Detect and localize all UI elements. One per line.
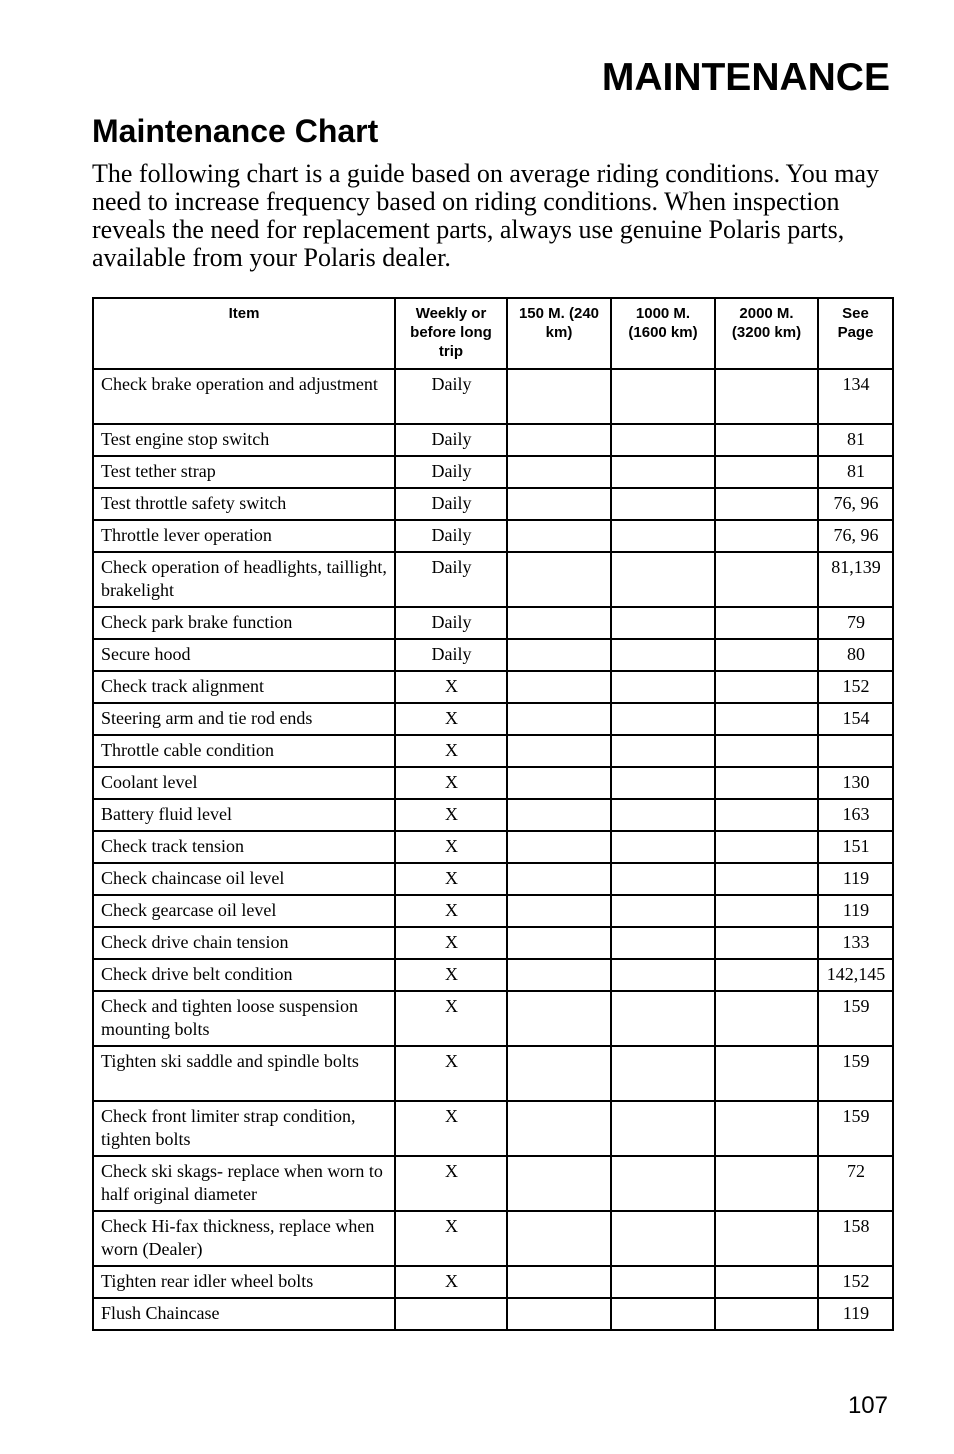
cell-see-page: 76, 96 <box>818 520 893 552</box>
cell-item: Test engine stop switch <box>93 424 395 456</box>
cell-item: Check and tighten loose suspension mounting bolts <box>93 991 395 1046</box>
cell-weekly: Daily <box>395 456 507 488</box>
cell-weekly: X <box>395 1046 507 1101</box>
cell-1000-miles <box>611 831 715 863</box>
cell-2000-miles <box>715 1101 818 1156</box>
cell-1000-miles <box>611 639 715 671</box>
cell-see-page: 159 <box>818 1101 893 1156</box>
table-row <box>93 1211 893 1266</box>
cell-2000-miles <box>715 1266 818 1298</box>
cell-weekly: X <box>395 927 507 959</box>
cell-1000-miles <box>611 607 715 639</box>
cell-2000-miles <box>715 520 818 552</box>
cell-1000-miles <box>611 1266 715 1298</box>
cell-see-page: 159 <box>818 1046 893 1101</box>
cell-150-miles <box>507 863 611 895</box>
cell-item: Test throttle safety switch <box>93 488 395 520</box>
table-row <box>93 552 893 607</box>
cell-2000-miles <box>715 831 818 863</box>
cell-150-miles <box>507 424 611 456</box>
cell-item: Check Hi-fax thickness, replace when worn (Dealer) <box>93 1211 395 1266</box>
cell-weekly: X <box>395 863 507 895</box>
cell-item: Check gearcase oil level <box>93 895 395 927</box>
table-row <box>93 767 893 799</box>
cell-item: Check brake operation and adjustment <box>93 369 395 424</box>
table-header-row <box>93 298 893 369</box>
cell-weekly: X <box>395 1266 507 1298</box>
cell-see-page: 81,139 <box>818 552 893 607</box>
cell-150-miles <box>507 520 611 552</box>
cell-1000-miles <box>611 1156 715 1211</box>
cell-1000-miles <box>611 1046 715 1101</box>
cell-2000-miles <box>715 369 818 424</box>
table-row <box>93 1156 893 1211</box>
cell-1000-miles <box>611 369 715 424</box>
cell-item: Check drive belt condition <box>93 959 395 991</box>
table-row <box>93 959 893 991</box>
cell-2000-miles <box>715 927 818 959</box>
cell-see-page: 158 <box>818 1211 893 1266</box>
cell-150-miles <box>507 1156 611 1211</box>
cell-item: Check ski skags- replace when worn to half original diameter <box>93 1156 395 1211</box>
cell-see-page: 151 <box>818 831 893 863</box>
cell-1000-miles <box>611 799 715 831</box>
cell-weekly: X <box>395 895 507 927</box>
cell-see-page: 81 <box>818 456 893 488</box>
cell-150-miles <box>507 799 611 831</box>
cell-2000-miles <box>715 895 818 927</box>
cell-see-page: 76, 96 <box>818 488 893 520</box>
cell-150-miles <box>507 735 611 767</box>
cell-2000-miles <box>715 488 818 520</box>
cell-150-miles <box>507 1046 611 1101</box>
column-header-weekly: Weekly or before long trip <box>395 298 507 369</box>
cell-item: Coolant level <box>93 767 395 799</box>
table-row <box>93 991 893 1046</box>
cell-2000-miles <box>715 552 818 607</box>
cell-see-page: 152 <box>818 671 893 703</box>
table-row <box>93 671 893 703</box>
table-body <box>93 369 893 1330</box>
cell-2000-miles <box>715 767 818 799</box>
cell-weekly: X <box>395 671 507 703</box>
cell-150-miles <box>507 456 611 488</box>
cell-item: Check front limiter strap condition, tighten bolts <box>93 1101 395 1156</box>
cell-item: Check chaincase oil level <box>93 863 395 895</box>
table-row <box>93 895 893 927</box>
cell-item: Check drive chain tension <box>93 927 395 959</box>
table-row <box>93 799 893 831</box>
table-row <box>93 1298 893 1330</box>
intro-paragraph: The following chart is a guide based on average riding conditions. You may need to increase frequency based on riding conditions. When inspection reveals the need for replacement parts, always use genuine Polaris parts, available from your Polaris dealer. <box>92 159 880 272</box>
cell-weekly <box>395 1298 507 1330</box>
cell-item: Test tether strap <box>93 456 395 488</box>
cell-weekly: Daily <box>395 639 507 671</box>
cell-1000-miles <box>611 520 715 552</box>
column-header-see-page: See Page <box>818 298 893 369</box>
cell-2000-miles <box>715 639 818 671</box>
cell-150-miles <box>507 639 611 671</box>
cell-150-miles <box>507 991 611 1046</box>
cell-2000-miles <box>715 799 818 831</box>
table-row <box>93 520 893 552</box>
table-row <box>93 488 893 520</box>
cell-see-page: 159 <box>818 991 893 1046</box>
cell-1000-miles <box>611 424 715 456</box>
cell-weekly: X <box>395 991 507 1046</box>
cell-weekly: X <box>395 799 507 831</box>
cell-weekly: X <box>395 735 507 767</box>
table-row <box>93 735 893 767</box>
cell-weekly: Daily <box>395 520 507 552</box>
section-title: Maintenance Chart <box>92 113 379 149</box>
cell-item: Throttle cable condition <box>93 735 395 767</box>
cell-1000-miles <box>611 927 715 959</box>
cell-see-page: 81 <box>818 424 893 456</box>
cell-2000-miles <box>715 863 818 895</box>
cell-2000-miles <box>715 703 818 735</box>
cell-see-page: 152 <box>818 1266 893 1298</box>
cell-150-miles <box>507 767 611 799</box>
cell-150-miles <box>507 552 611 607</box>
cell-see-page: 119 <box>818 895 893 927</box>
cell-1000-miles <box>611 671 715 703</box>
table-row <box>93 927 893 959</box>
cell-1000-miles <box>611 991 715 1046</box>
cell-item: Steering arm and tie rod ends <box>93 703 395 735</box>
cell-1000-miles <box>611 703 715 735</box>
cell-1000-miles <box>611 895 715 927</box>
cell-2000-miles <box>715 959 818 991</box>
cell-1000-miles <box>611 1101 715 1156</box>
cell-item: Secure hood <box>93 639 395 671</box>
column-header-150-miles: 150 M. (240 km) <box>507 298 611 369</box>
cell-150-miles <box>507 488 611 520</box>
table-row <box>93 607 893 639</box>
page-header-title: MAINTENANCE <box>601 56 890 99</box>
table-row <box>93 1101 893 1156</box>
cell-1000-miles <box>611 552 715 607</box>
cell-weekly: Daily <box>395 607 507 639</box>
cell-150-miles <box>507 895 611 927</box>
table-row <box>93 1266 893 1298</box>
cell-item: Check park brake function <box>93 607 395 639</box>
cell-2000-miles <box>715 607 818 639</box>
cell-2000-miles <box>715 1156 818 1211</box>
cell-weekly: Daily <box>395 369 507 424</box>
cell-see-page: 142,145 <box>818 959 893 991</box>
cell-150-miles <box>507 607 611 639</box>
cell-weekly: Daily <box>395 488 507 520</box>
cell-see-page: 119 <box>818 1298 893 1330</box>
cell-item: Tighten ski saddle and spindle bolts <box>93 1046 395 1101</box>
cell-weekly: X <box>395 1101 507 1156</box>
cell-150-miles <box>507 959 611 991</box>
cell-weekly: Daily <box>395 424 507 456</box>
cell-see-page: 130 <box>818 767 893 799</box>
cell-see-page: 79 <box>818 607 893 639</box>
table-row <box>93 831 893 863</box>
cell-1000-miles <box>611 1211 715 1266</box>
cell-weekly: Daily <box>395 552 507 607</box>
cell-weekly: X <box>395 831 507 863</box>
table-row <box>93 639 893 671</box>
cell-1000-miles <box>611 767 715 799</box>
cell-weekly: X <box>395 959 507 991</box>
cell-150-miles <box>507 1101 611 1156</box>
cell-2000-miles <box>715 1046 818 1101</box>
cell-weekly: X <box>395 767 507 799</box>
cell-item: Check track alignment <box>93 671 395 703</box>
cell-150-miles <box>507 369 611 424</box>
column-header-2000-miles: 2000 M. (3200 km) <box>715 298 818 369</box>
cell-2000-miles <box>715 456 818 488</box>
cell-150-miles <box>507 1298 611 1330</box>
cell-2000-miles <box>715 424 818 456</box>
cell-see-page: 80 <box>818 639 893 671</box>
cell-2000-miles <box>715 671 818 703</box>
page-number: 107 <box>847 1392 888 1419</box>
cell-1000-miles <box>611 863 715 895</box>
cell-1000-miles <box>611 456 715 488</box>
table-row <box>93 863 893 895</box>
cell-item: Check operation of headlights, taillight, brakelight <box>93 552 395 607</box>
table-row <box>93 1046 893 1101</box>
cell-weekly: X <box>395 1156 507 1211</box>
cell-item: Battery fluid level <box>93 799 395 831</box>
cell-2000-miles <box>715 1298 818 1330</box>
column-header-1000-miles: 1000 M. (1600 km) <box>611 298 715 369</box>
cell-item: Flush Chaincase <box>93 1298 395 1330</box>
cell-see-page: 133 <box>818 927 893 959</box>
cell-item: Tighten rear idler wheel bolts <box>93 1266 395 1298</box>
table-row <box>93 703 893 735</box>
cell-150-miles <box>507 927 611 959</box>
cell-150-miles <box>507 1211 611 1266</box>
maintenance-chart-table <box>92 297 894 1331</box>
cell-see-page <box>818 735 893 767</box>
cell-see-page: 163 <box>818 799 893 831</box>
cell-150-miles <box>507 703 611 735</box>
column-header-item: Item <box>93 298 395 369</box>
table-row <box>93 424 893 456</box>
cell-weekly: X <box>395 1211 507 1266</box>
table-row <box>93 369 893 424</box>
cell-see-page: 119 <box>818 863 893 895</box>
cell-150-miles <box>507 831 611 863</box>
cell-2000-miles <box>715 991 818 1046</box>
cell-1000-miles <box>611 488 715 520</box>
cell-weekly: X <box>395 703 507 735</box>
cell-1000-miles <box>611 1298 715 1330</box>
cell-2000-miles <box>715 1211 818 1266</box>
cell-item: Throttle lever operation <box>93 520 395 552</box>
cell-150-miles <box>507 671 611 703</box>
cell-see-page: 134 <box>818 369 893 424</box>
cell-2000-miles <box>715 735 818 767</box>
table-row <box>93 456 893 488</box>
cell-see-page: 154 <box>818 703 893 735</box>
cell-150-miles <box>507 1266 611 1298</box>
cell-see-page: 72 <box>818 1156 893 1211</box>
cell-1000-miles <box>611 959 715 991</box>
cell-item: Check track tension <box>93 831 395 863</box>
cell-1000-miles <box>611 735 715 767</box>
